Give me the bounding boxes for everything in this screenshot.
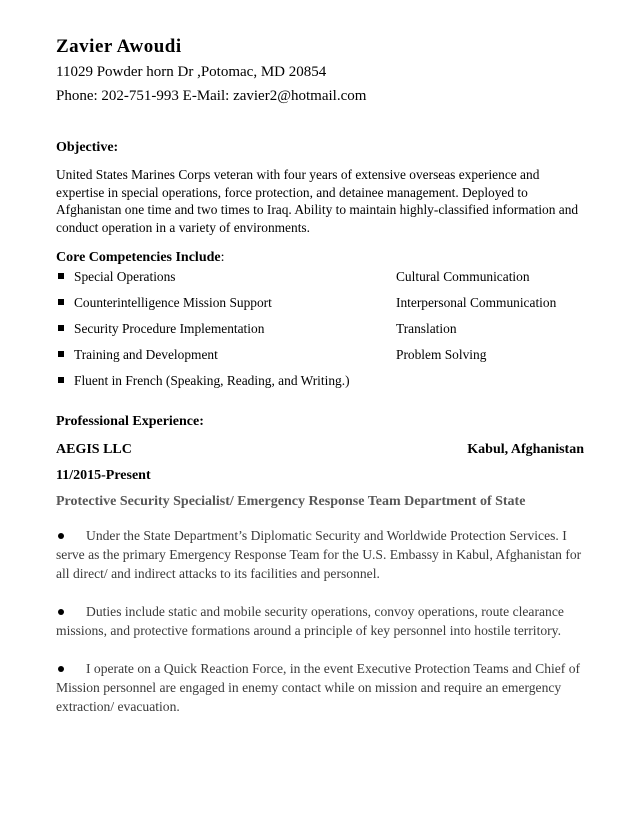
competency-row (56, 320, 584, 346)
contact-line: Phone: 202-751-993 E-Mail: zavier2@hotmail.com (56, 88, 367, 104)
address-line: 11029 Powder horn Dr ,Potomac, MD 20854 (56, 64, 327, 80)
competencies-title-text: Core Competencies Include (56, 250, 221, 265)
square-bullet-icon (58, 377, 64, 383)
duty-text: Under the State Department’s Diplomatic Security and Worldwide Protection Services. I serve as the primary Emergency Response Team for the U.S. Embassy in Kabul, Afghanistan for all direct/ and indirect attacks to its facilities and personnel. (56, 528, 582, 581)
competency-item: Training and Development (74, 347, 218, 362)
competency-left (56, 268, 396, 285)
competency-left (56, 294, 396, 311)
competency-row (56, 294, 584, 320)
square-bullet-icon (58, 351, 64, 357)
candidate-name: Zavier Awoudi (56, 36, 182, 57)
round-bullet-icon (58, 533, 64, 539)
round-bullet-icon (58, 666, 64, 672)
competency-item: Fluent in French (Speaking, Reading, and Writing.) (74, 373, 350, 388)
duty-item (56, 602, 584, 640)
duty-item (56, 659, 584, 716)
round-bullet-icon (58, 609, 64, 615)
competency-item: Special Operations (74, 269, 176, 284)
objective-text: United States Marines Corps veteran with four years of extensive overseas experience and expertise in special operations, force protection, and detainee management. Deployed to Afghanistan one time and two times to Iraq. Ability to maintain highly-classified information and conduct operation in a variety of environments. (56, 167, 579, 235)
competency-item-right: Problem Solving (396, 347, 487, 362)
competency-row (56, 268, 584, 294)
competency-row (56, 372, 584, 398)
job-header (56, 440, 584, 460)
job-dates: 11/2015-Present (56, 468, 151, 483)
job-location: Kabul, Afghanistan (467, 442, 584, 457)
competency-item-right: Cultural Communication (396, 269, 530, 284)
resume-page (56, 34, 584, 716)
competency-item-right: Translation (396, 321, 457, 336)
competencies-list (56, 268, 584, 398)
objective-title: Objective: (56, 140, 119, 155)
competency-left (56, 346, 396, 363)
duty-text: I operate on a Quick Reaction Force, in the event Executive Protection Teams and Chief of Mission personnel are engaged in enemy contact while on mission and require an emergency extraction/ evacuation. (56, 661, 581, 714)
competency-row (56, 346, 584, 372)
competency-item: Security Procedure Implementation (74, 321, 265, 336)
duty-item (56, 526, 584, 583)
company-name: AEGIS LLC (56, 442, 132, 457)
competency-left (56, 372, 396, 389)
square-bullet-icon (58, 273, 64, 279)
competency-item: Counterintelligence Mission Support (74, 295, 272, 310)
competencies-title-suffix: : (220, 250, 225, 265)
duty-text: Duties include static and mobile security operations, convoy operations, route clearance missions, and protective formations around a principle of key personnel into hostile territory. (56, 604, 564, 638)
square-bullet-icon (58, 325, 64, 331)
job-role: Protective Security Specialist/ Emergency Response Team Department of State (56, 494, 526, 509)
square-bullet-icon (58, 299, 64, 305)
competencies-title (56, 248, 584, 268)
experience-title: Professional Experience: (56, 414, 204, 429)
duties-list (56, 512, 584, 716)
competency-item-right: Interpersonal Communication (396, 295, 557, 310)
competency-left (56, 320, 396, 337)
